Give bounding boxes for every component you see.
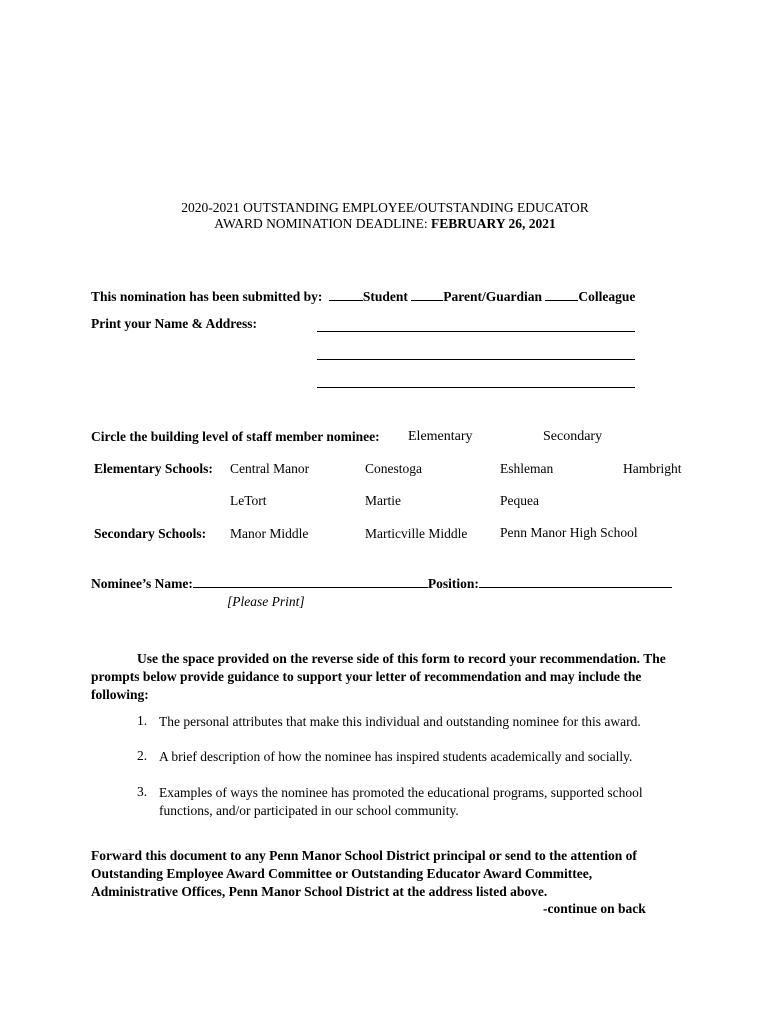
deadline-prefix: AWARD NOMINATION DEADLINE: [214, 216, 432, 231]
forward-instructions: Forward this document to any Penn Manor School District principal or send to the attention of Outstanding Employee Award Committee or Outstanding Educator Award Committee, Administrative Offices, Penn Manor School District at the address listed above. [91, 848, 637, 899]
address-line-3[interactable] [317, 387, 635, 388]
please-print-hint: [Please Print] [227, 594, 305, 609]
option-colleague: Colleague [578, 289, 636, 304]
option-student: Student [362, 289, 408, 304]
nominee-name-label: Nominee’s Name: [91, 576, 193, 591]
position-field[interactable] [479, 587, 672, 588]
item-1-number: 1. [137, 713, 148, 728]
colleague-blank[interactable] [545, 300, 578, 301]
item-3-number: 3. [137, 784, 148, 799]
submitted-by-label: This nomination has been submitted by: [91, 289, 323, 304]
school-conestoga: Conestoga [365, 461, 422, 476]
building-level-label: Circle the building level of staff member nominee: [91, 429, 380, 444]
school-pequea: Pequea [500, 493, 539, 508]
instructions-intro: Use the space provided on the reverse side of this form to record your recommendation. The prompts below provide guidance to support your letter of recommendation and may include the following: [91, 651, 666, 702]
option-secondary[interactable]: Secondary [543, 429, 603, 444]
school-manor-middle: Manor Middle [230, 526, 309, 541]
item-3-text: Examples of ways the nominee has promoted the educational programs, supported school functions, and/or participated in our school community. [159, 785, 643, 818]
item-2-number: 2. [137, 748, 148, 763]
school-letort: LeTort [230, 493, 267, 508]
school-hambright: Hambright [623, 461, 682, 476]
item-1-text: The personal attributes that make this individual and outstanding nominee for this award. [159, 714, 641, 729]
position-label: Position: [427, 576, 479, 591]
secondary-schools-label: Secondary Schools: [94, 526, 207, 541]
address-line-1[interactable] [317, 331, 635, 332]
school-central-manor: Central Manor [230, 461, 310, 476]
continue-on-back: -continue on back [543, 901, 646, 916]
parent-guardian-blank[interactable] [411, 300, 443, 301]
item-2-text: A brief description of how the nominee has inspired students academically and socially. [159, 749, 633, 764]
deadline-date: FEBRUARY 26, 2021 [431, 216, 556, 231]
school-martie: Martie [365, 493, 401, 508]
name-address-label: Print your Name & Address: [91, 316, 257, 331]
elementary-schools-label: Elementary Schools: [94, 461, 213, 476]
deadline-line [0, 216, 770, 232]
school-penn-manor-high: Penn Manor High School [500, 525, 638, 540]
option-elementary[interactable]: Elementary [408, 429, 473, 444]
nominee-name-field[interactable] [193, 587, 428, 588]
submitted-by-row [91, 289, 635, 305]
address-line-2[interactable] [317, 359, 635, 360]
student-blank[interactable] [329, 300, 363, 301]
nominee-row [91, 576, 672, 592]
option-parent-guardian: Parent/Guardian [443, 289, 542, 304]
school-eshleman: Eshleman [500, 461, 554, 476]
form-title: 2020-2021 OUTSTANDING EMPLOYEE/OUTSTANDING EDUCATOR [181, 200, 589, 215]
school-marticville-middle: Marticville Middle [365, 526, 468, 541]
